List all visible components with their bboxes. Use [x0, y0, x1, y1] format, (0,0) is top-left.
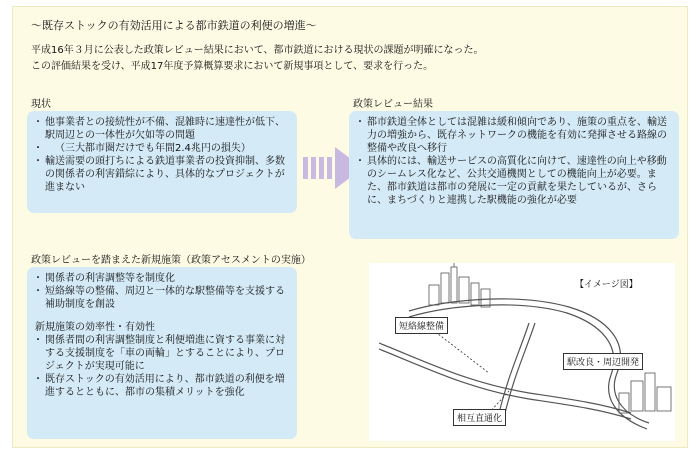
current-note: ・ （三大都市圏だけでも年間2.4兆円の損失）	[35, 142, 289, 155]
effect-item-2: ・ 既存ストックの有効活用により、都市鉄道の利便を増進するとともに、都市の集積メリットを強化	[35, 373, 289, 399]
new-policy-item-1: ・ 関係者の利害調整等を制度化	[35, 272, 289, 285]
new-policy-box	[27, 267, 297, 439]
new-policy-heading: 政策レビューを踏まえた新規施策（政策アセスメントの実施）	[31, 255, 311, 266]
current-item-2: ・ 輸送需要の頭打ちによる鉄道事業者の投資抑制、多数の関係者の利害錯綜により、具体的なプロジェクトが進まない	[35, 155, 289, 194]
review-heading: 政策レビュー結果	[353, 99, 433, 110]
current-item-1: ・ 他事業者との接続性が不備、混雑時に速達性が低下、駅周辺との一体性が欠如等の問題	[35, 116, 289, 142]
railway-illustration	[369, 263, 675, 441]
image-tag: 【イメージ図】	[575, 280, 638, 290]
intro-line-2: この評価結果を受け、平成17年度予算概算要求において新規事項として、要求を行った。	[31, 61, 434, 72]
current-box	[27, 111, 297, 213]
image-label-station: 駅改良・周辺開発	[563, 353, 643, 370]
image-label-through: 相互直通化	[453, 409, 506, 426]
current-heading: 現状	[31, 99, 51, 110]
image-label-shortcut: 短絡線整備	[395, 317, 448, 334]
review-item-2: ・ 具体的には、輸送サービスの高質化に向けて、速達性の向上や移動のシームレス化など、公共交通機関としての機能向上が必要。また、都市鉄道は都市の発展に一定の貢献を果たしているが、さらに、まちづくりと連携した駅機能の強化が必要	[357, 155, 671, 207]
report-panel	[12, 6, 688, 448]
review-box	[349, 111, 679, 239]
effect-item-1: ・ 関係者間の利害調整制度と利便増進に資する事業に対する支援制度を「車の両輪」とすることにより、プロジェクトが実現可能に	[35, 334, 289, 373]
new-policy-item-2: ・ 短絡線等の整備、周辺と一体的な駅整備等を支援する補助制度を創設	[35, 285, 289, 311]
intro-line-1: 平成16年３月に公表した政策レビュー結果において、都市鉄道における現状の課題が明確になった。	[31, 45, 484, 56]
page-title: 〜既存ストックの有効活用による都市鉄道の利便の増進〜	[31, 19, 317, 32]
effect-heading: 新規施策の効率性・有効性	[35, 322, 155, 333]
review-item-1: ・ 都市鉄道全体としては混雑は緩和傾向であり、施策の重点を、輸送力の増強から、既存ネットワークの機能を有効に発揮させる路線の整備や改良へ移行	[357, 116, 671, 155]
